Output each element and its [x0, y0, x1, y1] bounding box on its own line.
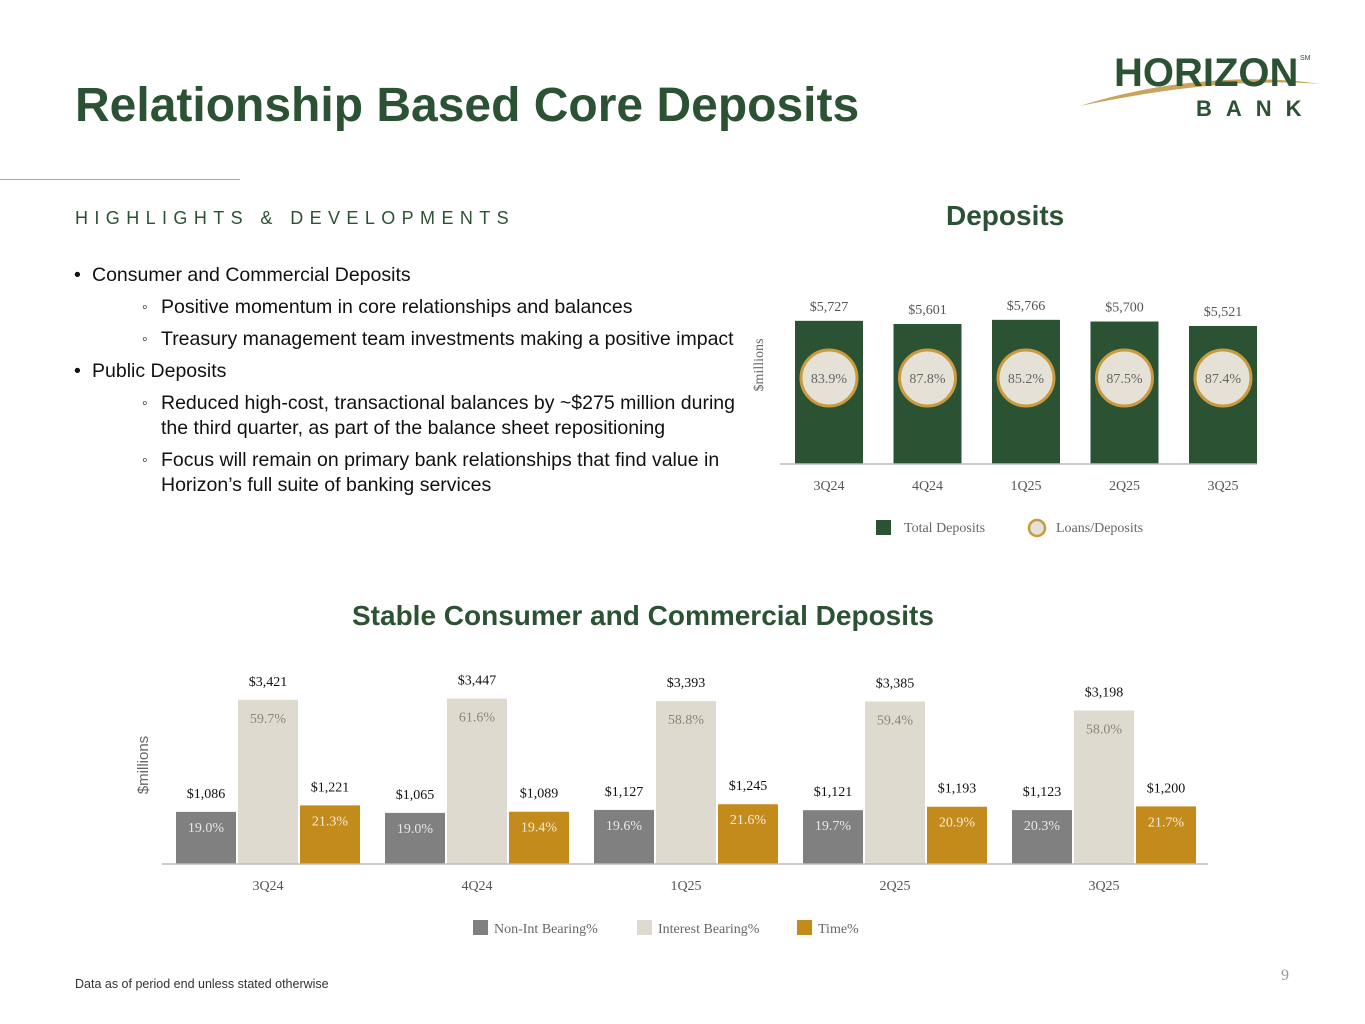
- loans-deposits-label: 87.8%: [909, 372, 946, 387]
- legend-non-int-bearing-swatch: [473, 920, 488, 935]
- loans-deposits-label: 85.2%: [1007, 372, 1045, 387]
- time-pct-label: 20.9%: [938, 815, 976, 831]
- non-int-bearing-bar: [176, 812, 236, 864]
- x-tick-label: 3Q24: [813, 479, 845, 494]
- legend-loans-deposits-swatch: [1029, 520, 1045, 536]
- time-value-label: $1,200: [1146, 781, 1186, 797]
- consumer-commercial-deposits-chart: [120, 665, 1230, 950]
- x-tick-label: 3Q24: [252, 879, 284, 894]
- non-int-bearing-pct-label: 19.0%: [396, 821, 434, 837]
- x-tick-label: 4Q24: [461, 879, 493, 894]
- total-deposits-label: $5,601: [908, 302, 947, 318]
- time-value-label: $1,193: [937, 781, 977, 797]
- interest-bearing-pct-label: 59.4%: [876, 713, 914, 729]
- highlights-header: HIGHLIGHTS & DEVELOPMENTS: [75, 208, 516, 228]
- non-int-bearing-pct-label: 19.6%: [605, 818, 643, 834]
- legend-total-deposits-swatch: [876, 520, 891, 535]
- logo-service-mark: SM: [1300, 55, 1311, 62]
- legend-interest-bearing-swatch: [637, 920, 652, 935]
- legend-time-swatch: [797, 920, 812, 935]
- interest-bearing-value-label: $3,447: [457, 673, 497, 689]
- legend-time-label: Time%: [818, 922, 859, 937]
- total-deposits-label: $5,727: [809, 299, 849, 315]
- interest-bearing-pct-label: 58.8%: [667, 713, 705, 729]
- total-deposits-label: $5,521: [1203, 304, 1243, 320]
- x-tick-label: 1Q25: [1010, 479, 1042, 494]
- time-bar: [509, 812, 569, 864]
- non-int-bearing-pct-label: 20.3%: [1023, 819, 1061, 835]
- loans-deposits-label: 87.5%: [1106, 372, 1143, 387]
- footnote: Data as of period end unless stated otherwise: [75, 977, 329, 991]
- loans-deposits-label: 83.9%: [810, 372, 848, 387]
- time-value-label: $1,089: [519, 786, 559, 802]
- deposits-chart-title: Deposits: [946, 200, 1065, 231]
- non-int-bearing-pct-label: 19.0%: [187, 820, 225, 836]
- title-divider: [0, 179, 240, 180]
- time-pct-label: 19.4%: [520, 820, 558, 836]
- loans-deposits-label: 87.4%: [1204, 372, 1242, 387]
- y-axis-label: $millions: [135, 735, 152, 795]
- legend-interest-bearing-label: Interest Bearing%: [658, 922, 760, 937]
- highlights-list: [74, 263, 746, 505]
- consumer-commercial-chart-title: Stable Consumer and Commercial Deposits: [352, 600, 934, 631]
- interest-bearing-value-label: $3,393: [666, 676, 706, 692]
- sub-bullet-item: ◦ Treasury management team investments making a positive impact: [74, 327, 746, 352]
- legend-loans-deposits-label: Loans/Deposits: [1056, 521, 1144, 536]
- interest-bearing-pct-label: 61.6%: [458, 710, 496, 726]
- sub-bullet-item: ◦ Reduced high-cost, transactional balances by ~$275 million during the third quarter, as part of the balance sheet repositioning: [74, 391, 746, 441]
- non-int-bearing-value-label: $1,127: [604, 784, 644, 800]
- x-tick-label: 3Q25: [1088, 879, 1120, 894]
- x-tick-label: 1Q25: [670, 879, 702, 894]
- logo-bank: BANK: [1196, 96, 1316, 121]
- horizon-bank-logo: [1078, 44, 1323, 124]
- total-deposits-label: $5,700: [1105, 300, 1144, 316]
- logo-wordmark: HORIZON: [1114, 51, 1299, 95]
- x-tick-label: 2Q25: [1108, 479, 1141, 494]
- y-axis-label: $millions: [752, 338, 767, 392]
- interest-bearing-value-label: $3,385: [875, 676, 915, 692]
- time-pct-label: 21.7%: [1147, 815, 1185, 831]
- non-int-bearing-bar: [385, 813, 445, 864]
- sub-bullet-item: ◦ Focus will remain on primary bank relationships that find value in Horizon’s full suite of banking services: [74, 448, 746, 498]
- interest-bearing-pct-label: 58.0%: [1085, 722, 1123, 738]
- legend-total-deposits-label: Total Deposits: [904, 521, 986, 536]
- time-value-label: $1,245: [728, 779, 768, 795]
- non-int-bearing-value-label: $1,121: [813, 785, 853, 801]
- x-tick-label: 2Q25: [879, 879, 911, 894]
- interest-bearing-value-label: $3,198: [1084, 685, 1124, 701]
- x-tick-label: 3Q25: [1207, 479, 1239, 494]
- deposits-chart: [745, 285, 1285, 550]
- page-title: Relationship Based Core Deposits: [75, 79, 860, 132]
- legend-non-int-bearing-label: Non-Int Bearing%: [494, 922, 598, 937]
- non-int-bearing-value-label: $1,086: [186, 786, 226, 802]
- non-int-bearing-pct-label: 19.7%: [814, 819, 852, 835]
- sub-bullet-item: ◦ Positive momentum in core relationships and balances: [74, 295, 746, 320]
- bullet-item: • Consumer and Commercial Deposits: [74, 263, 746, 288]
- interest-bearing-pct-label: 59.7%: [249, 711, 287, 727]
- time-pct-label: 21.3%: [311, 814, 349, 830]
- time-value-label: $1,221: [310, 780, 350, 796]
- total-deposits-label: $5,766: [1006, 298, 1046, 314]
- interest-bearing-value-label: $3,421: [248, 674, 288, 690]
- time-pct-label: 21.6%: [729, 813, 767, 829]
- non-int-bearing-value-label: $1,065: [395, 787, 435, 803]
- bullet-item: • Public Deposits: [74, 359, 746, 384]
- non-int-bearing-value-label: $1,123: [1022, 785, 1062, 801]
- x-tick-label: 4Q24: [911, 479, 944, 494]
- page-number: 9: [1281, 967, 1289, 984]
